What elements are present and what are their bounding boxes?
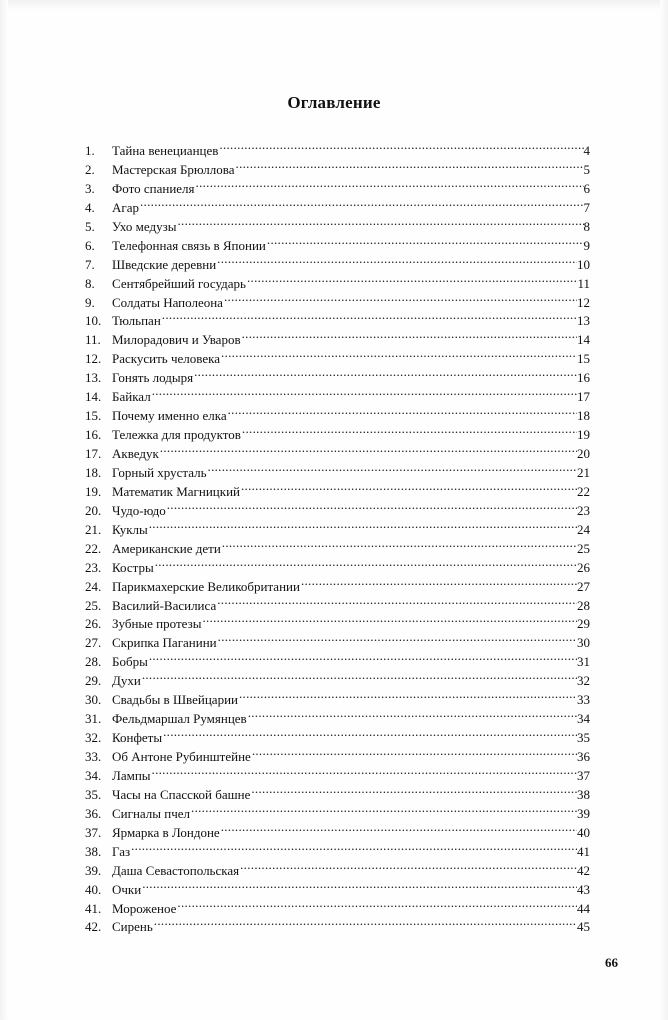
toc-entry-page: 8 [583, 218, 590, 234]
toc-dot-leader [148, 647, 577, 666]
toc-entry [85, 534, 590, 556]
toc-entry-page: 32 [577, 673, 590, 689]
toc-dot-leader [216, 250, 577, 269]
toc-entry-number: 8. [85, 275, 95, 291]
toc-dot-leader [220, 818, 577, 837]
toc-entry-title: Часы на Спасской башне [112, 786, 251, 802]
toc-entry-page: 28 [577, 597, 590, 613]
toc-entry [85, 515, 590, 537]
toc-entry-number: 19. [85, 483, 102, 499]
toc-dot-leader [266, 231, 584, 250]
toc-entry-number: 32. [85, 730, 102, 746]
toc-dot-leader [161, 306, 577, 325]
toc-entry-page: 35 [577, 730, 590, 746]
toc-entry-number: 33. [85, 749, 102, 764]
toc-entry-title: Сигналы пчел [112, 805, 191, 821]
toc-dot-leader [139, 193, 584, 212]
page-edge-shadow-right [660, 0, 668, 1020]
toc-dot-leader [151, 382, 577, 401]
toc-entry-number: 20. [85, 502, 102, 518]
toc-entry-title: Лампы [112, 767, 151, 783]
toc-entry [85, 837, 590, 859]
toc-entry-page: 24 [577, 521, 590, 537]
toc-dot-leader [159, 439, 577, 458]
toc-entry [85, 780, 590, 802]
toc-entry-number: 25. [85, 597, 102, 613]
toc-entry-page: 18 [577, 408, 590, 424]
toc-entry-number: 10. [85, 313, 102, 329]
toc-entry-number: 29. [85, 673, 102, 689]
toc-dot-leader [176, 212, 583, 231]
toc-entry-title: Зубные протезы [112, 616, 202, 632]
toc-dot-leader [217, 628, 577, 647]
toc-entry [85, 647, 590, 670]
toc-entry-page: 41 [577, 843, 590, 859]
toc-entry-page: 13 [577, 313, 590, 329]
toc-dot-leader [141, 666, 577, 685]
toc-entry [85, 685, 590, 708]
toc-entry-title: Почему именно елка [112, 408, 227, 424]
toc-entry-number: 28. [85, 654, 102, 670]
toc-entry [85, 912, 590, 935]
toc-entry-page: 9 [583, 237, 590, 253]
toc-entry-number: 1. [85, 143, 95, 158]
toc-entry-page: 14 [577, 332, 590, 348]
toc-dot-leader [220, 344, 577, 363]
toc-entry-title: Сентябрейший государь [112, 275, 246, 291]
page-number: 66 [605, 955, 618, 970]
toc-entry-title: Шведские деревни [112, 256, 217, 272]
toc-entry-title: Конфеты [112, 730, 163, 746]
toc-dot-leader [221, 534, 577, 553]
toc-entry-title: Об Антоне Рубинштейне [112, 749, 251, 764]
toc-dot-leader [190, 799, 577, 818]
toc-dot-leader [151, 761, 577, 780]
toc-entry [85, 382, 590, 405]
toc-entry-page: 43 [577, 881, 590, 897]
toc-entry [85, 761, 590, 783]
toc-entry-page: 42 [577, 862, 590, 878]
toc-dot-leader [235, 155, 584, 174]
page-title: Оглавление [287, 93, 381, 112]
toc-entry-title: Американские дети [112, 540, 221, 556]
toc-entry-number: 15. [85, 408, 102, 424]
toc-dot-leader [176, 894, 577, 913]
toc-entry-title: Скрипка Паганини [112, 635, 217, 651]
toc-dot-leader [300, 572, 577, 591]
toc-entry [85, 894, 590, 916]
toc-entry-number: 22. [85, 540, 102, 556]
toc-entry-title: Агар [112, 199, 139, 215]
toc-entry-title: Костры [112, 559, 154, 575]
toc-entry-page: 39 [577, 805, 590, 821]
toc-entry [85, 306, 590, 329]
toc-dot-leader [250, 780, 577, 799]
toc-entry-title: Ярмарка в Лондоне [112, 824, 220, 840]
toc-entry-number: 3. [85, 180, 95, 196]
toc-entry-number: 37. [85, 824, 102, 840]
toc-entry-number: 34. [85, 767, 102, 783]
toc-entry-title: Тюльпан [112, 313, 161, 329]
toc-entry-title: Чудо-юдо [112, 502, 166, 518]
toc-entry-number: 24. [85, 578, 102, 594]
toc-entry-title: Парикмахерские Великобритании [112, 578, 300, 594]
toc-entry-page: 40 [577, 824, 590, 840]
toc-entry-page: 22 [577, 483, 590, 499]
toc-entry-title: Телефонная связь в Японии [112, 237, 266, 253]
toc-entry-title: Раскусить человека [112, 351, 221, 367]
toc-dot-leader [207, 458, 577, 477]
toc-entry-page: 6 [583, 180, 590, 196]
toc-entry-title: Тележка для продуктов [112, 427, 241, 443]
toc-dot-leader [162, 723, 577, 742]
toc-dot-leader [223, 288, 577, 307]
toc-dot-leader [201, 609, 577, 628]
toc-entry-number: 18. [85, 464, 102, 480]
toc-dot-leader [251, 742, 577, 761]
toc-entry-page: 7 [583, 199, 590, 215]
toc-entry-title: Байкал [112, 389, 151, 405]
toc-entry [85, 572, 590, 594]
toc-entry [85, 439, 590, 461]
toc-dot-leader [130, 837, 577, 856]
toc-entry-title: Фельдмаршал Румянцев [112, 711, 247, 727]
toc-entry-number: 42. [85, 919, 102, 935]
toc-entry-page: 37 [577, 767, 590, 783]
toc-entry-title: Фото спаниеля [112, 180, 195, 196]
toc-dot-leader [148, 515, 577, 534]
toc-entry-page: 19 [577, 427, 590, 443]
toc-entry-number: 14. [85, 389, 102, 405]
toc-entry-title: Духи [112, 673, 141, 689]
toc-entry-number: 7. [85, 256, 95, 272]
toc-entry-number: 23. [85, 559, 102, 575]
toc-entry-page: 25 [577, 540, 590, 556]
toc-dot-leader [195, 174, 584, 193]
toc-entry [85, 212, 590, 234]
toc-entry-title: Василий-Василиса [112, 597, 217, 613]
toc-dot-leader [166, 496, 577, 515]
toc-entry-number: 13. [85, 370, 102, 386]
toc-dot-leader [193, 363, 577, 382]
toc-dot-leader [154, 553, 577, 572]
toc-dot-leader [216, 591, 577, 610]
toc-entry-page: 23 [577, 502, 590, 518]
page-edge-shadow-top [0, 0, 668, 10]
toc-entry-page: 34 [577, 711, 590, 727]
toc-entry-number: 27. [85, 635, 102, 651]
toc-entry-title: Мастерская Брюллова [112, 161, 235, 177]
toc-dot-leader [218, 136, 583, 155]
toc-entry-number: 5. [85, 218, 95, 234]
toc-entry-page: 45 [577, 919, 590, 935]
toc-entry-title: Акведук [112, 446, 159, 461]
toc-entry-title: Гонять лодыря [112, 370, 194, 386]
toc-dot-leader [247, 704, 577, 723]
toc-entry-title: Газ [112, 843, 131, 859]
toc-entry-title: Ухо медузы [112, 218, 177, 234]
toc-dot-leader [240, 477, 577, 496]
toc-entry-page: 10 [577, 256, 590, 272]
toc-entry-page: 17 [577, 389, 590, 405]
toc-entry-page: 33 [577, 692, 590, 708]
toc-entry-number: 30. [85, 692, 102, 708]
toc-entry-number: 6. [85, 237, 95, 253]
page-edge-shadow-left [0, 0, 8, 1020]
toc-entry-page: 4 [583, 143, 590, 158]
toc-entry-title: Очки [112, 881, 142, 897]
toc-entry-title: Сирень [112, 919, 153, 935]
toc-entry-number: 16. [85, 427, 102, 443]
toc-dot-leader [241, 420, 577, 439]
toc-entry-number: 36. [85, 805, 102, 821]
toc-entry [85, 875, 590, 897]
toc-dot-leader [239, 856, 577, 875]
toc-entry-number: 35. [85, 786, 102, 802]
toc-entry [85, 193, 590, 215]
toc-entry-number: 31. [85, 711, 102, 727]
toc-entry-number: 41. [85, 900, 102, 916]
toc-entry-page: 38 [577, 786, 590, 802]
toc-entry-title: Свадьбы в Швейцарии [112, 692, 238, 708]
toc-entry-title: Бобры [112, 654, 148, 670]
toc-entry-title: Тайна венецианцев [112, 143, 219, 158]
toc-entry [85, 666, 590, 689]
toc-entry-page: 11 [577, 275, 590, 291]
toc-entry-number: 4. [85, 199, 95, 215]
toc-entry-page: 36 [577, 749, 590, 764]
toc-entry-title: Даша Севастопольская [112, 862, 240, 878]
toc-entry-number: 9. [85, 294, 95, 310]
toc-entry-page: 27 [577, 578, 590, 594]
toc-entry-page: 16 [577, 370, 590, 386]
toc-entry [85, 401, 590, 424]
toc-entry-title: Милорадович и Уваров [112, 332, 241, 348]
toc-dot-leader [141, 875, 577, 894]
toc-entry [85, 553, 590, 575]
toc-dot-leader [153, 912, 577, 931]
toc-entry-number: 17. [85, 446, 102, 461]
toc-entry-page: 29 [577, 616, 590, 632]
toc-entry-page: 31 [577, 654, 590, 670]
toc-entry-number: 38. [85, 843, 102, 859]
toc-dot-leader [238, 685, 577, 704]
toc-entry-page: 5 [583, 161, 590, 177]
table-of-contents [85, 136, 590, 935]
toc-entry-title: Горный хрусталь [112, 464, 207, 480]
toc-entry-number: 39. [85, 862, 102, 878]
toc-entry-page: 15 [577, 351, 590, 367]
toc-entry-page: 21 [577, 464, 590, 480]
toc-entry-title: Мороженое [112, 900, 177, 916]
toc-entry-number: 21. [85, 521, 102, 537]
toc-dot-leader [227, 401, 577, 420]
toc-entry-title: Математик Магницкий [112, 483, 240, 499]
toc-entry-number: 2. [85, 161, 95, 177]
toc-dot-leader [241, 325, 577, 344]
toc-entry-number: 26. [85, 616, 102, 632]
toc-entry-page: 12 [577, 294, 590, 310]
toc-entry-number: 11. [85, 332, 101, 348]
toc-entry-number: 12. [85, 351, 102, 367]
toc-entry [85, 458, 590, 480]
toc-entry [85, 856, 590, 878]
toc-entry-title: Солдаты Наполеона [112, 294, 223, 310]
toc-dot-leader [246, 269, 577, 288]
toc-entry-page: 26 [577, 559, 590, 575]
toc-entry-number: 40. [85, 881, 102, 897]
toc-entry-title: Куклы [112, 521, 148, 537]
toc-entry-page: 30 [577, 635, 590, 651]
toc-entry-page: 20 [577, 446, 590, 461]
toc-entry [85, 136, 590, 158]
toc-entry-page: 44 [577, 900, 590, 916]
